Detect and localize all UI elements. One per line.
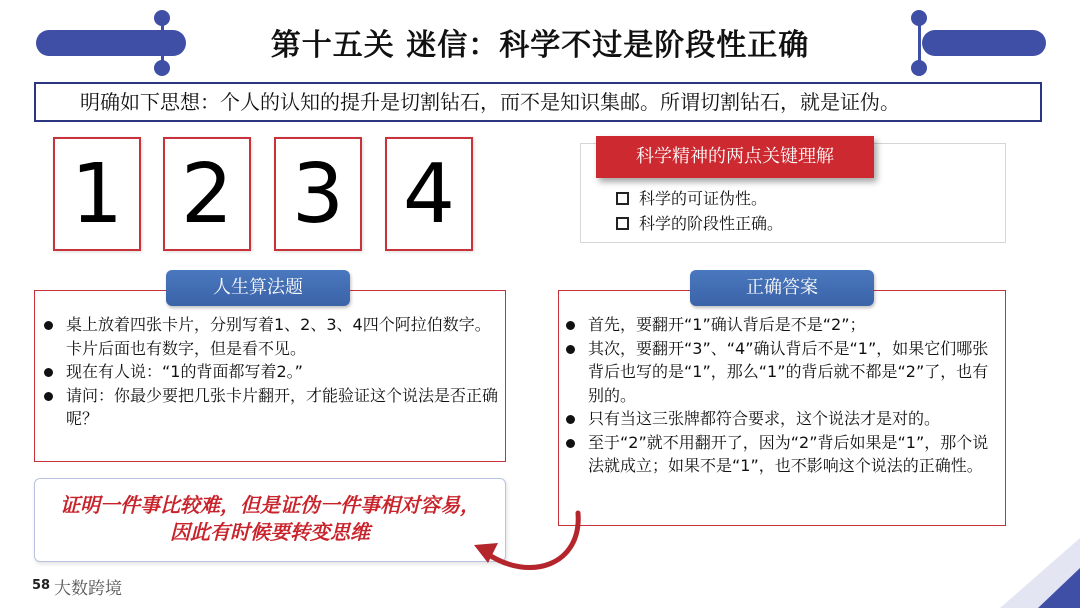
quote-text: 证明一件事比较难，但是证伪一件事相对容易， 因此有时候要转变思维 bbox=[60, 493, 480, 544]
bullet-icon bbox=[44, 368, 53, 377]
header-left-pin-dot-bottom bbox=[154, 60, 170, 76]
thesis-banner: 明确如下思想：个人的认知的提升是切割钻石，而不是知识集邮。所谓切割钻石，就是证伪。 bbox=[34, 82, 1042, 122]
header-right-pin-dot-bottom bbox=[911, 60, 927, 76]
page-title: 第十五关 迷信：科学不过是阶段性正确 bbox=[270, 28, 810, 63]
answer-list bbox=[566, 313, 1002, 478]
number-card-1: 1 bbox=[53, 137, 141, 251]
list-item: 只有当这三张牌都符合要求，这个说法才是对的。 bbox=[566, 407, 1002, 431]
bullet-icon bbox=[566, 321, 575, 330]
bullet-icon bbox=[566, 439, 575, 448]
page-number: 58 bbox=[32, 578, 51, 593]
header-right-bar bbox=[922, 30, 1046, 56]
puzzle-list bbox=[44, 313, 499, 431]
science-item: 科学的阶段性正确。 bbox=[616, 211, 783, 236]
list-item: 现在有人说：“1的背面都写着2。” bbox=[44, 360, 499, 384]
corner-decoration bbox=[960, 528, 1080, 608]
bullet-icon bbox=[44, 321, 53, 330]
checkbox-square-icon bbox=[616, 192, 629, 205]
curved-arrow-icon bbox=[460, 505, 600, 585]
list-item: 请问：你最少要把几张卡片翻开，才能验证这个说法是否正确呢？ bbox=[44, 384, 499, 431]
science-list bbox=[616, 186, 783, 236]
number-card-4: 4 bbox=[385, 137, 473, 251]
header-left-pin-dot-top bbox=[154, 10, 170, 26]
bullet-icon bbox=[44, 392, 53, 401]
number-card-2: 2 bbox=[163, 137, 251, 251]
science-item: 科学的可证伪性。 bbox=[616, 186, 783, 211]
bullet-icon bbox=[566, 415, 575, 424]
header-right-pin-dot-top bbox=[911, 10, 927, 26]
list-item: 桌上放着四张卡片，分别写着1、2、3、4四个阿拉伯数字。卡片后面也有数字，但是看不见。 bbox=[44, 313, 499, 360]
bullet-icon bbox=[566, 345, 575, 354]
list-item: 至于“2”就不用翻开了，因为“2”背后如果是“1”，那个说法就成立；如果不是“1”，也不影响这个说法的正确性。 bbox=[566, 431, 1002, 478]
answer-tag: 正确答案 bbox=[690, 270, 874, 306]
science-heading: 科学精神的两点关键理解 bbox=[596, 136, 874, 178]
brand-watermark: 大数跨境 bbox=[54, 579, 122, 599]
list-item: 其次，要翻开“3”、“4”确认背后不是“1”，如果它们哪张背后也写的是“1”，那么“1”的背后就不都是“2”了，也有别的。 bbox=[566, 337, 1002, 408]
puzzle-tag: 人生算法题 bbox=[166, 270, 350, 306]
list-item: 首先，要翻开“1”确认背后是不是“2”； bbox=[566, 313, 1002, 337]
checkbox-square-icon bbox=[616, 217, 629, 230]
number-card-3: 3 bbox=[274, 137, 362, 251]
